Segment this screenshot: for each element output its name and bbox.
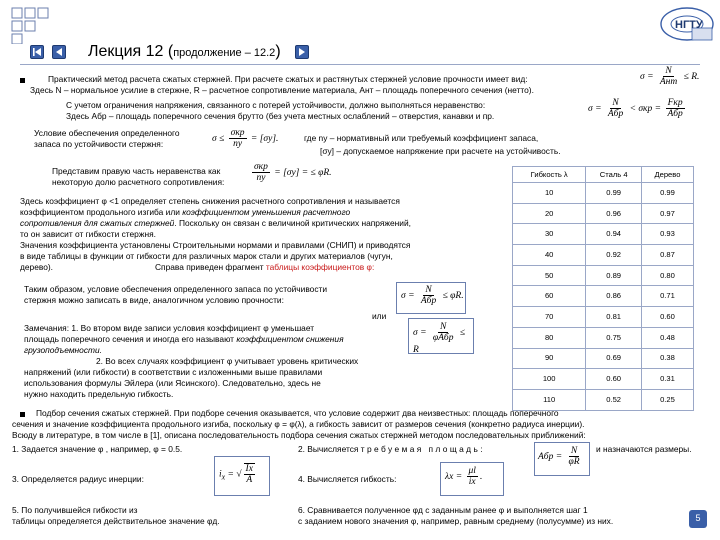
steel-cell: 0.75 <box>586 327 642 348</box>
first-slide-button[interactable] <box>30 45 44 59</box>
where-line-2: [σу] – допускаемое напряжение при расчете на устойчивость. <box>320 146 561 156</box>
table-row <box>513 265 694 286</box>
wood-cell: 0.87 <box>641 245 693 266</box>
steel-cell: 0.92 <box>586 245 642 266</box>
formula-box-2 <box>408 318 474 354</box>
slenderness-formula: λx = $\frac{\mu l}{ix}$ . <box>445 466 483 488</box>
remarks-line-4: 2. Во всех случаях коэффициент φ учитывает уровень критических <box>96 356 359 366</box>
steel-cell: 0.69 <box>586 348 642 369</box>
table-row <box>513 203 694 224</box>
phi-line-7: дерево). Справа приведен фрагмент таблицы коэффициентов φ: <box>20 262 375 272</box>
steel-cell: 0.89 <box>586 265 642 286</box>
represent-line-2: некоторую долю расчетного сопротивления: <box>52 177 225 187</box>
step-2: 2. Вычисляется требуемая площадь: <box>298 444 485 454</box>
phi-line-2: коэффициентом продольного изгиба или коэффициентом уменьшения расчетного <box>20 207 351 217</box>
steel-cell: 0.94 <box>586 224 642 245</box>
wood-cell: 0.60 <box>641 307 693 328</box>
thus-line-2: стержня можно записать в виде, аналогичном условию прочности: <box>24 295 284 305</box>
step-6-line-1: 6. Сравнивается полученное φд с заданным ранее φ и выполняется шаг 1 <box>298 505 588 515</box>
intro-line-4: Здесь Aбр – площадь поперечного сечения брутто (без учета местных ослаблений – отверстия, канавки и пр. <box>66 111 495 121</box>
slenderness-cell: 60 <box>513 286 586 307</box>
phi-line-1: Здесь коэффициент φ <1 определяет степень снижения расчетного сопротивления и называется <box>20 196 400 206</box>
skip-back-icon <box>32 47 42 57</box>
wood-cell: 0.48 <box>641 327 693 348</box>
wood-cell: 0.38 <box>641 348 693 369</box>
slenderness-cell: 100 <box>513 369 586 390</box>
stability-cond-line-2: запаса по устойчивости стержня: <box>34 139 164 149</box>
thus-line-1: Таким образом, условие обеспечения определенного запаса по устойчивости <box>24 284 328 294</box>
prev-slide-button[interactable] <box>52 45 66 59</box>
steel-cell: 0.86 <box>586 286 642 307</box>
bullet-intro <box>20 78 25 83</box>
wood-cell: 0.93 <box>641 224 693 245</box>
step-6-line-2: с заданием нового значения φ, например, равным среднему (полусумме) из них. <box>298 516 614 526</box>
header-slenderness: Гибкость λ <box>513 167 586 183</box>
slenderness-cell: 30 <box>513 224 586 245</box>
bullet-selection <box>20 412 25 417</box>
logo-text: НГТУ <box>675 19 703 31</box>
page-number: 5 <box>689 510 707 528</box>
table-row <box>513 369 694 390</box>
wood-cell: 0.99 <box>641 183 693 204</box>
table-row <box>513 245 694 266</box>
header-wood: Дерево <box>641 167 693 183</box>
wood-cell: 0.31 <box>641 369 693 390</box>
phi-line-3: сопротивления для сжатых стержней. Поскольку он связан с величиной критических напряжений, <box>20 218 411 228</box>
stability-condition-formula: σ ≤ $\frac{\text{σкр}}{nу}$ = [σу]. <box>212 128 279 150</box>
phi-line-5: Значения коэффициента установлены Строительными нормами и правилами (СНИП) и приводятся <box>20 240 411 250</box>
or-label: или <box>372 311 387 321</box>
remarks-line-3: грузоподъемности. <box>24 345 102 355</box>
formula-box-slenderness <box>440 462 504 496</box>
wood-cell: 0.80 <box>641 265 693 286</box>
wood-cell: 0.25 <box>641 389 693 410</box>
stability-cond-line-1: Условие обеспечения определенного <box>34 128 180 138</box>
where-line-1: где nу – нормативный или требуемый коэффициент запаса, <box>304 133 539 143</box>
table-row <box>513 286 694 307</box>
slenderness-cell: 10 <box>513 183 586 204</box>
final-condition-formula-2: σ = $\frac{N}{\text{φAбр}}$ ≤ R <box>413 322 466 355</box>
header-steel: Сталь 4 <box>586 167 642 183</box>
formula-box-1 <box>396 282 466 314</box>
phi-line-6: в виде таблицы в функции от гибкости для различных марок стали и других материалов (чугун, <box>20 251 393 261</box>
selection-line-3: Всюду в литературе, в том числе в [1], описана последовательность подбора сечения сжатых стержней методом последовательных приближений: <box>12 430 586 440</box>
step-5-line-1: 5. По получившейся гибкости из <box>12 505 138 515</box>
table-row <box>513 348 694 369</box>
intro-line-2: Здесь N – нормальное усилие в стержне, R – расчетное сопротивление материала, Aнт – площадь поперечного сечения (нетто). <box>30 85 534 95</box>
table-row <box>513 389 694 410</box>
selection-line-2: сечения и значение коэффициента продольного изгиба, поскольку φ = φ(λ), а гибкость зависит от размеров сечения (конкретно радиуса инерции). <box>12 419 585 429</box>
phi-coefficient-table <box>512 166 694 411</box>
strength-formula: σ = $\frac{N}{\text{Aнт}}$ ≤ R. <box>640 66 700 88</box>
remarks-line-7: нужно находить предельную гибкость. <box>24 389 174 399</box>
steel-cell: 0.81 <box>586 307 642 328</box>
slenderness-cell: 80 <box>513 327 586 348</box>
step-3: 3. Определяется радиус инерции: <box>12 474 144 484</box>
radius-of-gyration-formula: $i_x$ = √ $\frac{Ix}{A}$ <box>219 464 253 486</box>
page-title: Лекция 12 (продолжение – 12.2) <box>88 42 281 60</box>
title-row <box>30 40 309 64</box>
steel-cell: 0.96 <box>586 203 642 224</box>
university-logo <box>658 4 716 44</box>
wood-cell: 0.97 <box>641 203 693 224</box>
arrow-right-icon <box>297 47 307 57</box>
table-row <box>513 224 694 245</box>
steel-cell: 0.60 <box>586 369 642 390</box>
step-4: 4. Вычисляется гибкость: <box>298 474 397 484</box>
remarks-line-5: напряжений (или гибкости) в соответствии с изложенными выше правилами <box>24 367 323 377</box>
table-header-row <box>513 167 694 183</box>
slenderness-cell: 20 <box>513 203 586 224</box>
next-slide-button[interactable] <box>295 45 309 59</box>
steel-cell: 0.99 <box>586 183 642 204</box>
represent-line-1: Представим правую часть неравенства как <box>52 166 221 176</box>
remarks-line-2: площадь поперечного сечения и иногда его называют коэффициентом снижения <box>24 334 344 344</box>
title-divider <box>20 64 700 65</box>
table-row <box>513 327 694 348</box>
selection-line-1: Подбор сечения сжатых стержней. При подборе сечения оказывается, что условие содержит два неизвестных: площадь поперечного <box>36 408 559 418</box>
page-subtitle: продолжение – 12.2 <box>173 46 276 59</box>
table-row <box>513 183 694 204</box>
final-condition-formula-1: σ = $\frac{N}{\text{Aбр}}$ ≤ φR. <box>401 285 464 307</box>
steel-cell: 0.52 <box>586 389 642 410</box>
required-area-formula: Aбр = $\frac{N}{\varphi R}$ <box>538 446 580 468</box>
step-2-tail: и назначаются размеры. <box>596 444 692 454</box>
slenderness-cell: 70 <box>513 307 586 328</box>
table-row <box>513 307 694 328</box>
slenderness-cell: 50 <box>513 265 586 286</box>
slenderness-cell: 40 <box>513 245 586 266</box>
remarks-line-6: использования формулы Эйлера (или Ясинского). Следовательно, здесь не <box>24 378 321 388</box>
formula-box-radius <box>214 456 270 496</box>
slenderness-cell: 110 <box>513 389 586 410</box>
decorative-squares <box>10 6 56 44</box>
table-body <box>513 183 694 411</box>
slenderness-cell: 90 <box>513 348 586 369</box>
wood-cell: 0.71 <box>641 286 693 307</box>
step-5-line-2: таблицы определяется действительное значение φд. <box>12 516 220 526</box>
remarks-line-1: Замечания: 1. Во втором виде записи условия коэффициент φ уменьшает <box>24 323 315 333</box>
phi-line-4: то он зависит от гибкости стержня. <box>20 229 156 239</box>
step-1: 1. Задается значение φ , например, φ = 0.5. <box>12 444 183 454</box>
allowable-stress-formula: $\frac{\text{σкр}}{nу}$ = [σу] = ≤ φR. <box>254 162 332 184</box>
intro-line-1: Практический метод расчета сжатых стержней. При расчете сжатых и растянутых стержней условие прочности имеет вид: <box>48 74 528 84</box>
arrow-left-icon <box>54 47 64 57</box>
formula-box-area <box>534 442 590 476</box>
intro-line-3: С учетом ограничения напряжения, связанного с потерей устойчивости, должно выполняться неравенство: <box>66 100 486 110</box>
stability-inequality-formula: σ = $\frac{N}{\text{Aбр}}$ < σкр = $\frac{\text{Fкр}}{\text{Aбр}}$ <box>588 98 683 120</box>
